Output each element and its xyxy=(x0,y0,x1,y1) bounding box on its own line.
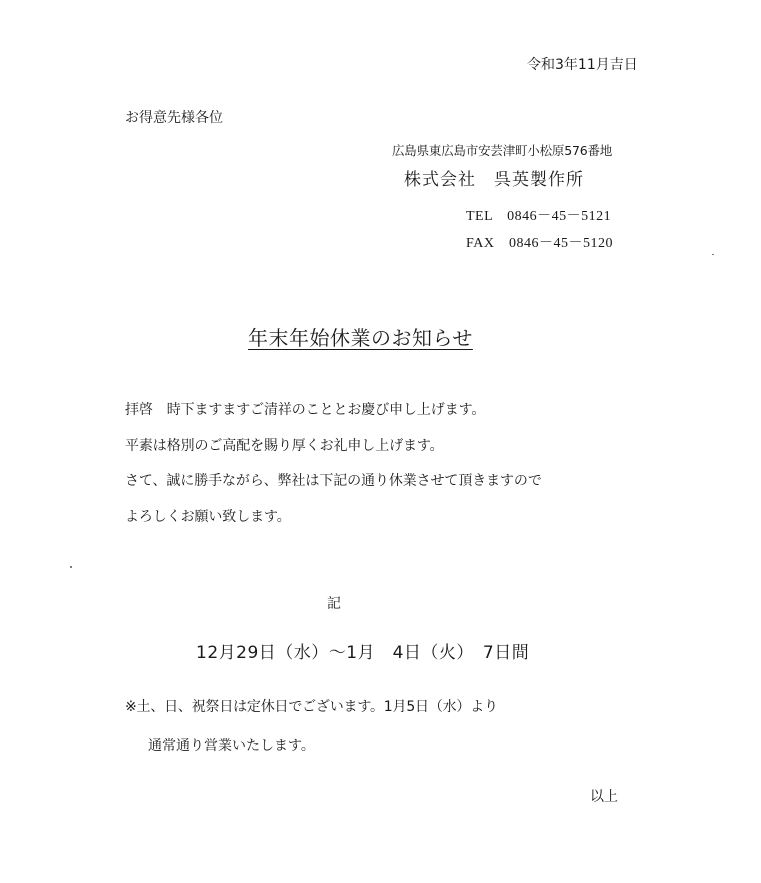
sender-tel: TEL 0846－45－5121 xyxy=(466,209,612,224)
note-line-2: 通常通り営業いたします。 xyxy=(148,738,315,754)
sender-address: 広島県東広島市安芸津町小松原576番地 xyxy=(392,143,613,158)
scan-speck xyxy=(70,566,72,568)
holiday-period: 12月29日（水）～1月 4日（火） 7日間 xyxy=(196,643,530,663)
note-line-1: ※土、日、祝祭日は定休日でございます。1月5日（水）より xyxy=(125,699,498,715)
closing-remark: 以上 xyxy=(590,789,618,805)
scan-speck xyxy=(712,254,714,255)
issue-date: 令和3年11月吉日 xyxy=(527,57,638,73)
body-line: さて、誠に勝手ながら、弊社は下記の通り休業させて頂きますので xyxy=(125,473,542,489)
ki-heading: 記 xyxy=(327,596,341,612)
recipient-salutation: お得意先様各位 xyxy=(125,110,223,126)
notice-title: 年末年始休業のお知らせ xyxy=(248,326,473,350)
sender-company: 株式会社 呉英製作所 xyxy=(404,170,584,190)
sender-fax: FAX 0846－45－5120 xyxy=(466,236,613,251)
body-line: 拝啓 時下ますますご清祥のこととお慶び申し上げます。 xyxy=(125,402,486,418)
body-line: 平素は格別のご高配を賜り厚くお礼申し上げます。 xyxy=(125,438,444,454)
body-line: よろしくお願い致します。 xyxy=(125,509,291,525)
